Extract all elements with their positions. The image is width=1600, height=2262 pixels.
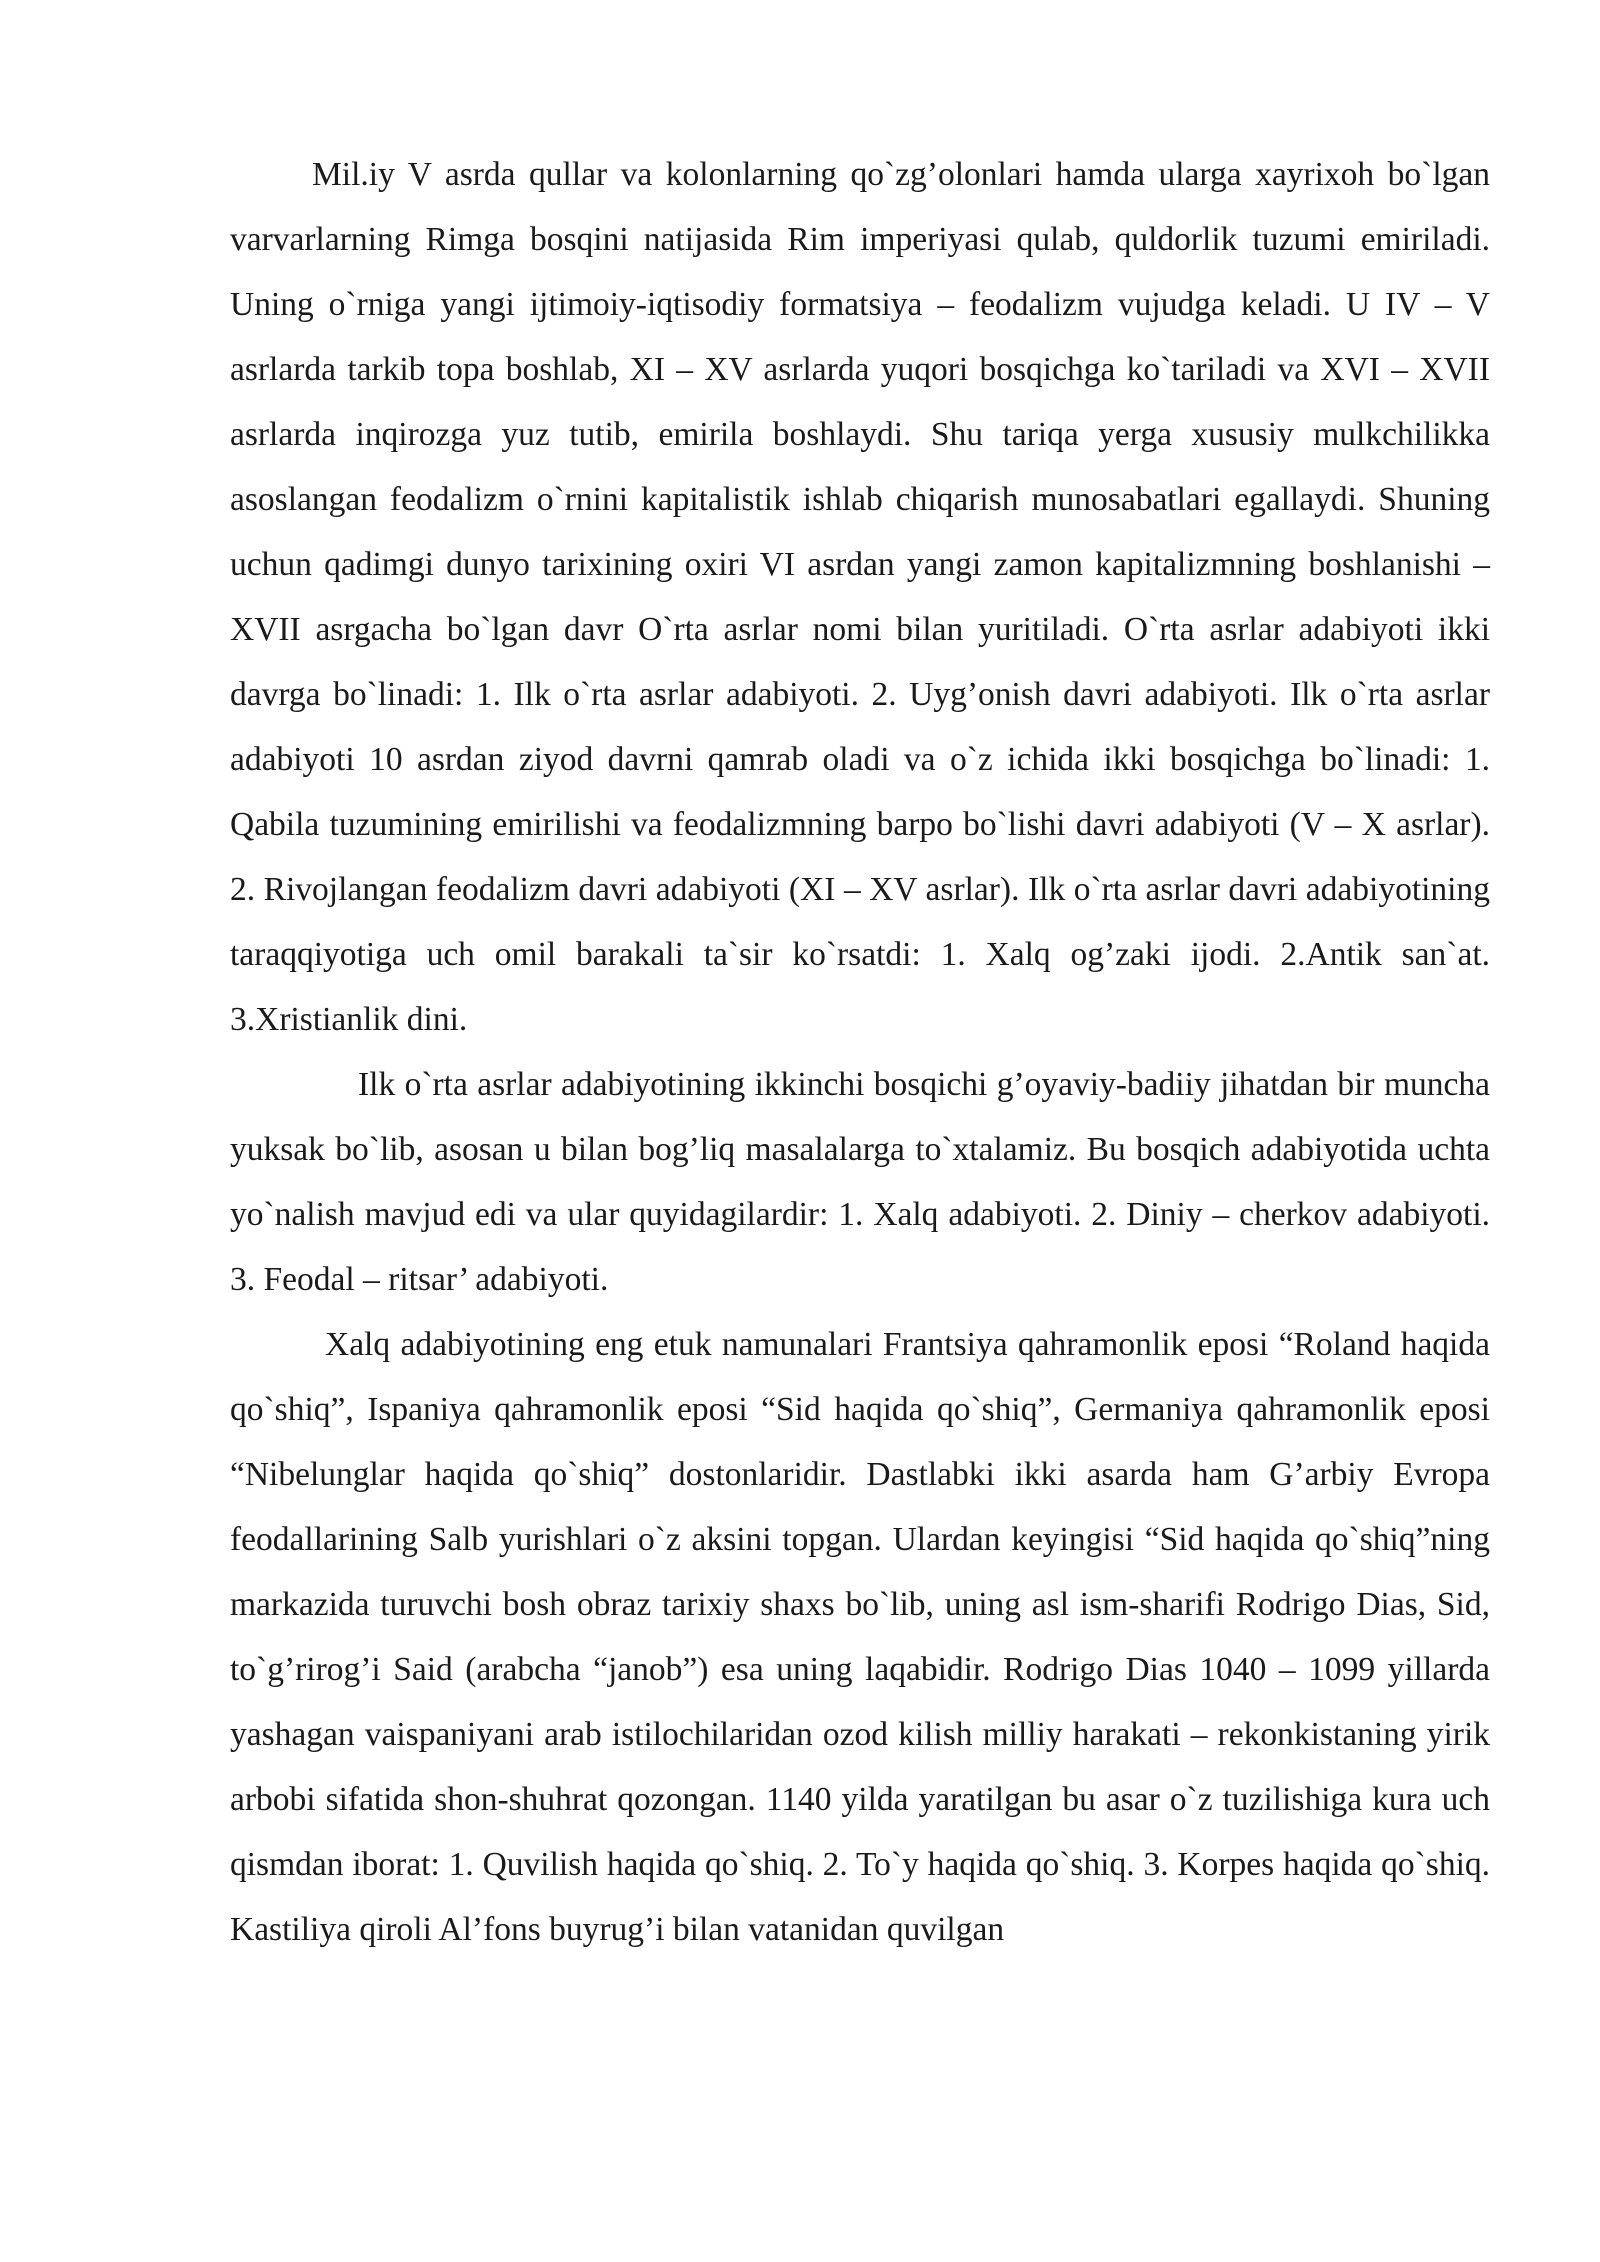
text-column (230, 142, 1490, 1962)
paragraph-2: Ilk o`rta asrlar adabiyotining ikkinchi bosqichi g’oyaviy-badiiy jihatdan bir muncha yuksak bo`lib, asosan u bilan bog’liq masalalarga to`xtalamiz. Bu bosqich adabiyotida uchta yo`nalish mavjud edi va ular quyidagilardir: 1. Xalq adabiyoti. 2. Diniy – cherkov adabiyoti. 3. Feodal – ritsar’ adabiyoti. (230, 1066, 1490, 1298)
paragraph-3: Xalq adabiyotining eng etuk namunalari Frantsiya qahramonlik eposi “Roland haqida qo`shiq”, Ispaniya qahramonlik eposi “Sid haqida qo`shiq”, Germaniya qahramonlik eposi “Nibelunglar haqida qo`shiq” dostonlaridir. Dastlabki ikki asarda ham G’arbiy Evropa feodallarining Salb yurishlari o`z aksini topgan. Ulardan keyingisi “Sid haqida qo`shiq”ning markazida turuvchi bosh obraz tarixiy shaxs bo`lib, uning asl ism-sharifi Rodrigo Dias, Sid, to`g’rirog’i Said (arabcha “janob”) esa uning laqabidir. Rodrigo Dias 1040 – 1099 yillarda yashagan vaispaniyani arab istilochilaridan ozod kilish milliy harakati – rekonkistaning yirik arbobi sifatida shon-shuhrat qozongan. 1140 yilda yaratilgan bu asar o`z tuzilishiga kura uch qismdan iborat: 1. Quvilish haqida qo`shiq. 2. To`y haqida qo`shiq. 3. Korpes haqida qo`shiq. Kastiliya qiroli Al’fons buyrug’i bilan vatanidan quvilgan (230, 1326, 1490, 1948)
paragraph-1: Mil.iy V asrda qullar va kolonlarning qo`zg’olonlari hamda ularga xayrixoh bo`lgan varvarlarning Rimga bosqini natijasida Rim imperiyasi qulab, quldorlik tuzumi emiriladi. Uning o`rniga yangi ijtimoiy-iqtisodiy formatsiya – feodalizm vujudga keladi. U IV – V asrlarda tarkib topa boshlab, XI – XV asrlarda yuqori bosqichga ko`tariladi va XVI – XVII asrlarda inqirozga yuz tutib, emirila boshlaydi. Shu tariqa yerga xususiy mulkchilikka asoslangan feodalizm o`rnini kapitalistik ishlab chiqarish munosabatlari egallaydi. Shuning uchun qadimgi dunyo tarixining oxiri VI asrdan yangi zamon kapitalizmning boshlanishi – XVII asrgacha bo`lgan davr O`rta asrlar nomi bilan yuritiladi. O`rta asrlar adabiyoti ikki davrga bo`linadi: 1. Ilk o`rta asrlar adabiyoti. 2. Uyg’onish davri adabiyoti. Ilk o`rta asrlar adabiyoti 10 asrdan ziyod davrni qamrab oladi va o`z ichida ikki bosqichga bo`linadi: 1. Qabila tuzumining emirilishi va feodalizmning barpo bo`lishi davri adabiyoti (V – X asrlar). 2. Rivojlangan feodalizm davri adabiyoti (XI – XV asrlar). Ilk o`rta asrlar davri adabiyotining taraqqiyotiga uch omil barakali ta`sir ko`rsatdi: 1. Xalq og’zaki ijodi. 2.Antik san`at. 3.Xristianlik dini. (230, 156, 1490, 1038)
